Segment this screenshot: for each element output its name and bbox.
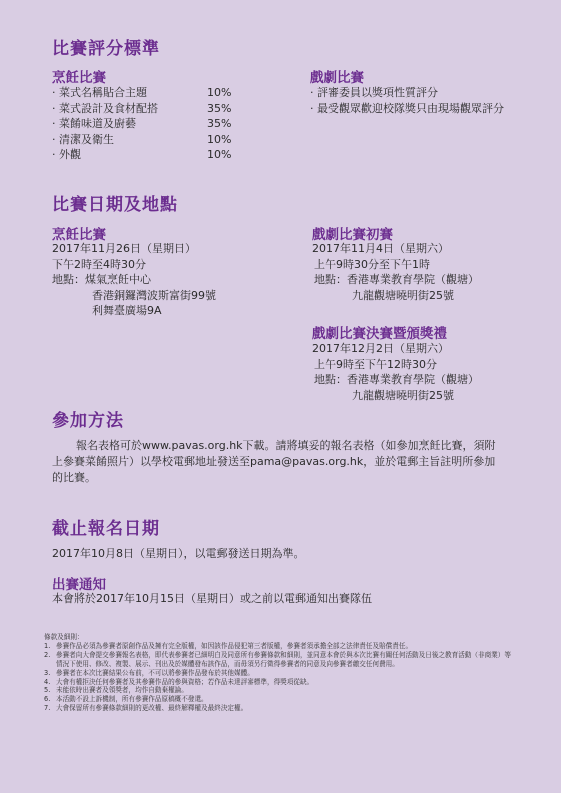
event-venue [312, 372, 479, 388]
terms-num: 4. [44, 677, 51, 686]
event-venue [52, 272, 216, 288]
terms-text: 大會有權拒決任何參賽者及其參賽作品的參與資格；若作品未達評審標準，得獎項從缺。 [56, 677, 314, 686]
terms-text: 未能依時出賽者及領獎者，均作自動棄權論。 [56, 686, 188, 695]
terms-item [44, 704, 514, 713]
venue-line: 香港專業教育學院（觀塘） [347, 373, 479, 386]
terms-item [44, 686, 514, 695]
venue-line: 香港銅鑼灣波斯富街99號 [92, 288, 216, 302]
terms-num: 6. [44, 695, 51, 704]
terms-item [44, 695, 514, 704]
venue-label: 地點： [52, 273, 85, 286]
criteria-row [52, 85, 292, 101]
terms-text: 大會保留所有參賽條款細則的更改權、最終解釋權及最終決定權。 [56, 704, 248, 713]
venue-line: 香港專業教育學院（觀塘） [347, 273, 479, 286]
event-date: 2017年12月2日（星期六） [312, 342, 449, 355]
criteria-percent: 10% [207, 148, 232, 161]
event-date: 2017年11月4日（星期六） [312, 242, 449, 255]
criteria-label: · 菜式設計及食材配搭 [52, 101, 158, 115]
criteria-heading: 比賽評分標準 [52, 39, 160, 59]
drama-final-schedule [312, 341, 479, 403]
criteria-label: · 清潔及衛生 [52, 132, 114, 146]
criteria-percent: 35% [207, 101, 232, 115]
cooking-criteria-list [52, 85, 292, 163]
event-date: 2017年11月26日（星期日） [52, 242, 196, 255]
apply-heading: 參加方法 [52, 411, 124, 431]
event-time: 下午2時至4時30分 [52, 257, 146, 271]
venue-line: 九龍觀塘曉明街25號 [352, 288, 454, 302]
cooking-schedule-heading: 烹飪比賽 [52, 227, 106, 243]
terms-block [44, 633, 514, 713]
terms-text: 本活動不設上訴機制，所有參賽作品原稿概不發還。 [56, 695, 208, 704]
deadline-text: 2017年10月8日（星期日），以電郵發送日期為準。 [52, 547, 305, 560]
cooking-schedule [52, 241, 216, 319]
terms-title: 條款及細則： [44, 633, 84, 641]
terms-num: 7. [44, 704, 51, 713]
drama-criteria-list [310, 85, 520, 116]
criteria-item: · 評審委員以獎項性質評分 [310, 86, 438, 99]
criteria-row [52, 116, 292, 132]
terms-num: 3. [44, 668, 51, 677]
event-venue [312, 272, 479, 288]
venue-line: 九龍觀塘曉明街25號 [352, 388, 454, 402]
terms-num: 5. [44, 686, 51, 695]
notice-heading: 出賽通知 [52, 577, 106, 593]
terms-num: 1. [44, 641, 51, 650]
event-time: 上午9時至下午12時30分 [314, 357, 437, 371]
criteria-label: · 菜餚味道及廚藝 [52, 117, 136, 130]
terms-text: 參賽者向大會提交參賽報名表格，即代表參賽者已細明白及同意所有參賽條款和細則，並同意本會於與本次比賽有關任何活動及日後之教育活動（非商業）等情況下使用、修改、複製、展示、刊出及於媒體發布該作品，而毋須另行徵得參賽者的同意及向參賽者繳交任何費用。 [56, 650, 511, 668]
notice-text: 本會將於2017年10月15日（星期日）或之前以電郵通知出賽隊伍 [52, 592, 372, 605]
criteria-row [52, 101, 292, 117]
venue-label: 地點： [314, 373, 347, 386]
criteria-row [52, 132, 292, 148]
drama-prelim-heading: 戲劇比賽初賽 [312, 227, 393, 243]
terms-item [44, 651, 514, 669]
venue-line: 利舞臺廣場9A [92, 304, 162, 317]
criteria-percent: 35% [207, 117, 232, 130]
terms-item [44, 642, 514, 651]
terms-text: 參賽者在本次比賽結果公布前，不可以將參賽作品發布於其他媒體。 [56, 668, 254, 677]
criteria-row [52, 147, 292, 163]
terms-num: 2. [44, 650, 51, 659]
venue-line: 煤氣烹飪中心 [85, 273, 151, 286]
drama-final-heading: 戲劇比賽決賽暨頒獎禮 [312, 326, 447, 342]
terms-item [44, 669, 514, 678]
criteria-percent: 10% [207, 132, 232, 146]
drama-criteria-heading: 戲劇比賽 [310, 70, 364, 86]
criteria-label: · 外觀 [52, 148, 81, 161]
cooking-criteria-heading: 烹飪比賽 [52, 70, 106, 86]
deadline-heading: 截止報名日期 [52, 519, 160, 539]
criteria-item: · 最受觀眾歡迎校隊獎只由現場觀眾評分 [310, 101, 504, 115]
venue-label: 地點： [314, 273, 347, 286]
criteria-label: · 菜式名稱貼合主題 [52, 86, 147, 99]
apply-text: 報名表格可於www.pavas.org.hk下載。請將填妥的報名表格（如參加烹飪比賽，須附上參賽菜餚照片）以學校電郵地址發送至pama@pavas.org.hk，並於電郵主旨註明所參加的比賽。 [52, 439, 496, 484]
drama-prelim-schedule [312, 241, 479, 303]
terms-text: 參賽作品必須為參賽者原創作品及擁有完全版權，如因該作品侵犯第三者版權，參賽者須承擔全部之法律責任及賠償責任。 [56, 641, 413, 650]
schedule-heading: 比賽日期及地點 [52, 195, 178, 215]
event-time: 上午9時30分至下午1時 [314, 257, 430, 271]
criteria-percent: 10% [207, 86, 232, 99]
